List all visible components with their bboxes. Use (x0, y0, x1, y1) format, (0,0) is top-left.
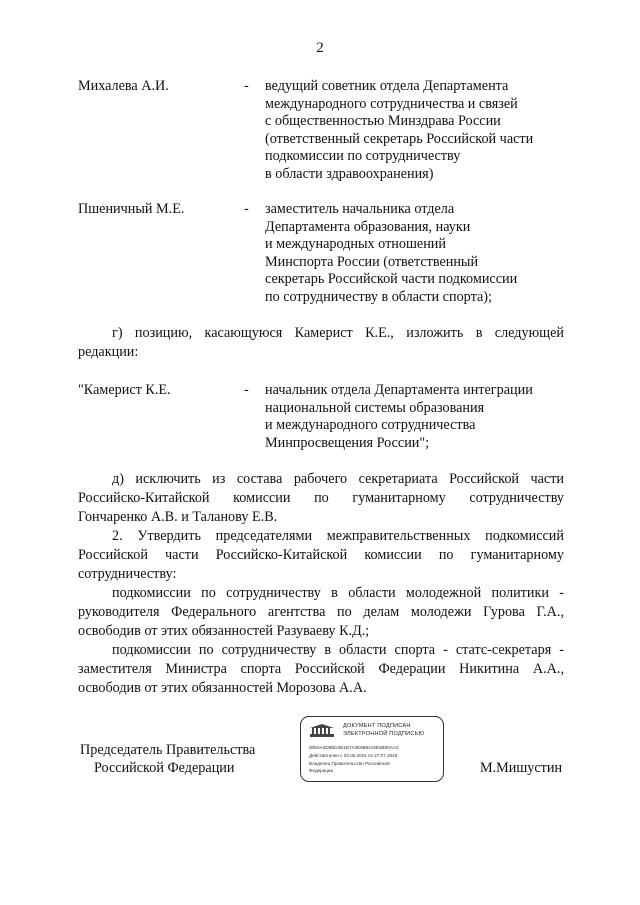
paragraph-sport (78, 641, 564, 698)
paragraph-line: заместителя Министра спорта Российской Федерации Никитина А.А., (78, 661, 564, 677)
stamp-owner-line1: Владелец Правительство Российской (309, 761, 390, 766)
paragraph-youth (78, 584, 564, 641)
role-line: подкомиссии по сотрудничеству (265, 148, 461, 165)
dash: - (244, 201, 249, 217)
member-name: Михалева А.И. (78, 78, 169, 94)
paragraph-line: подкомиссии по сотрудничеству в области спорта - статс-секретаря - (112, 642, 564, 658)
paragraph-line: Российской части Российско-Китайской комиссии по гуманитарному (78, 547, 564, 563)
member-name: "Камерист К.Е. (78, 382, 171, 398)
role-line: Минспорта России (ответственный (265, 253, 479, 270)
stamp-owner-line2: Федерации (309, 768, 334, 773)
paragraph-line: редакции: (78, 344, 139, 360)
signatory-title-line1: Председатель Правительства (80, 742, 256, 758)
role-line: ведущий советник отдела Департамента (265, 78, 509, 94)
role-line: (ответственный секретарь Российской части (265, 130, 534, 147)
role-line: с общественностью Минздрава России (265, 113, 501, 130)
page-number: 2 (316, 40, 324, 56)
dash: - (244, 78, 249, 94)
paragraph-line: д) исключить из состава рабочего секретариата Российской части (112, 471, 564, 487)
paragraph-g (78, 324, 564, 362)
member-role (265, 201, 565, 307)
paragraph-line: руководителя Федерального агентства по делам молодежи Гурова Г.А., (78, 604, 564, 620)
signatory-name: М.Мишустин (480, 760, 563, 776)
role-line: национальной системы образования (265, 399, 485, 416)
paragraph-line: Гончаренко А.В. и Таланову Е.В. (78, 509, 278, 525)
paragraph-line: 2. Утвердить председателями межправительственных подкомиссий (112, 528, 564, 544)
role-line: заместитель начальника отдела (265, 201, 455, 217)
dash: - (244, 382, 249, 398)
stamp-title-line1: ДОКУМЕНТ ПОДПИСАН (343, 723, 411, 729)
paragraph-2 (78, 527, 564, 584)
paragraph-line: подкомиссии по сотрудничеству в области молодежной политики - (112, 585, 564, 601)
paragraph-line: Российско-Китайской комиссии по гуманитарному сотрудничеству (78, 490, 564, 506)
member-role (265, 382, 565, 452)
paragraph-line: г) позицию, касающуюся Камерист К.Е., изложить в следующей (112, 325, 564, 341)
signatory-title-line2: Российской Федерации (94, 760, 235, 776)
electronic-signature-stamp (300, 716, 444, 782)
stamp-title-line2: ЭЛЕКТРОННОЙ ПОДПИСЬЮ (343, 731, 425, 737)
role-line: и международного сотрудничества (265, 417, 476, 434)
paragraph-line: освободив от этих обязанностей Разуваеву К.Д.; (78, 623, 370, 639)
role-line: начальник отдела Департамента интеграции (265, 382, 533, 398)
stamp-validity: Действителен с 03.05.2024 по 27.07.2025 (309, 753, 398, 758)
coat-of-arms-icon (309, 723, 335, 739)
role-line: и международных отношений (265, 236, 446, 253)
role-line: Департамента образования, науки (265, 218, 471, 235)
member-role (265, 78, 565, 184)
role-line: секретарь Российской части подкомиссии (265, 271, 518, 288)
role-line: международного сотрудничества и связей (265, 95, 518, 112)
role-line: по сотрудничеству в области спорта); (265, 288, 492, 305)
role-line: в области здравоохранения) (265, 165, 434, 182)
stamp-certificate: 00E5A3D8BD2B1B7A3E8B9216E9B00AAC (309, 745, 400, 750)
role-line: Минпросвещения России"; (265, 434, 430, 451)
paragraph-line: сотрудничеству: (78, 566, 177, 582)
member-name: Пшеничный М.Е. (78, 201, 185, 217)
paragraph-line: освободив от этих обязанностей Морозова А.А. (78, 680, 367, 696)
paragraph-d (78, 470, 564, 527)
